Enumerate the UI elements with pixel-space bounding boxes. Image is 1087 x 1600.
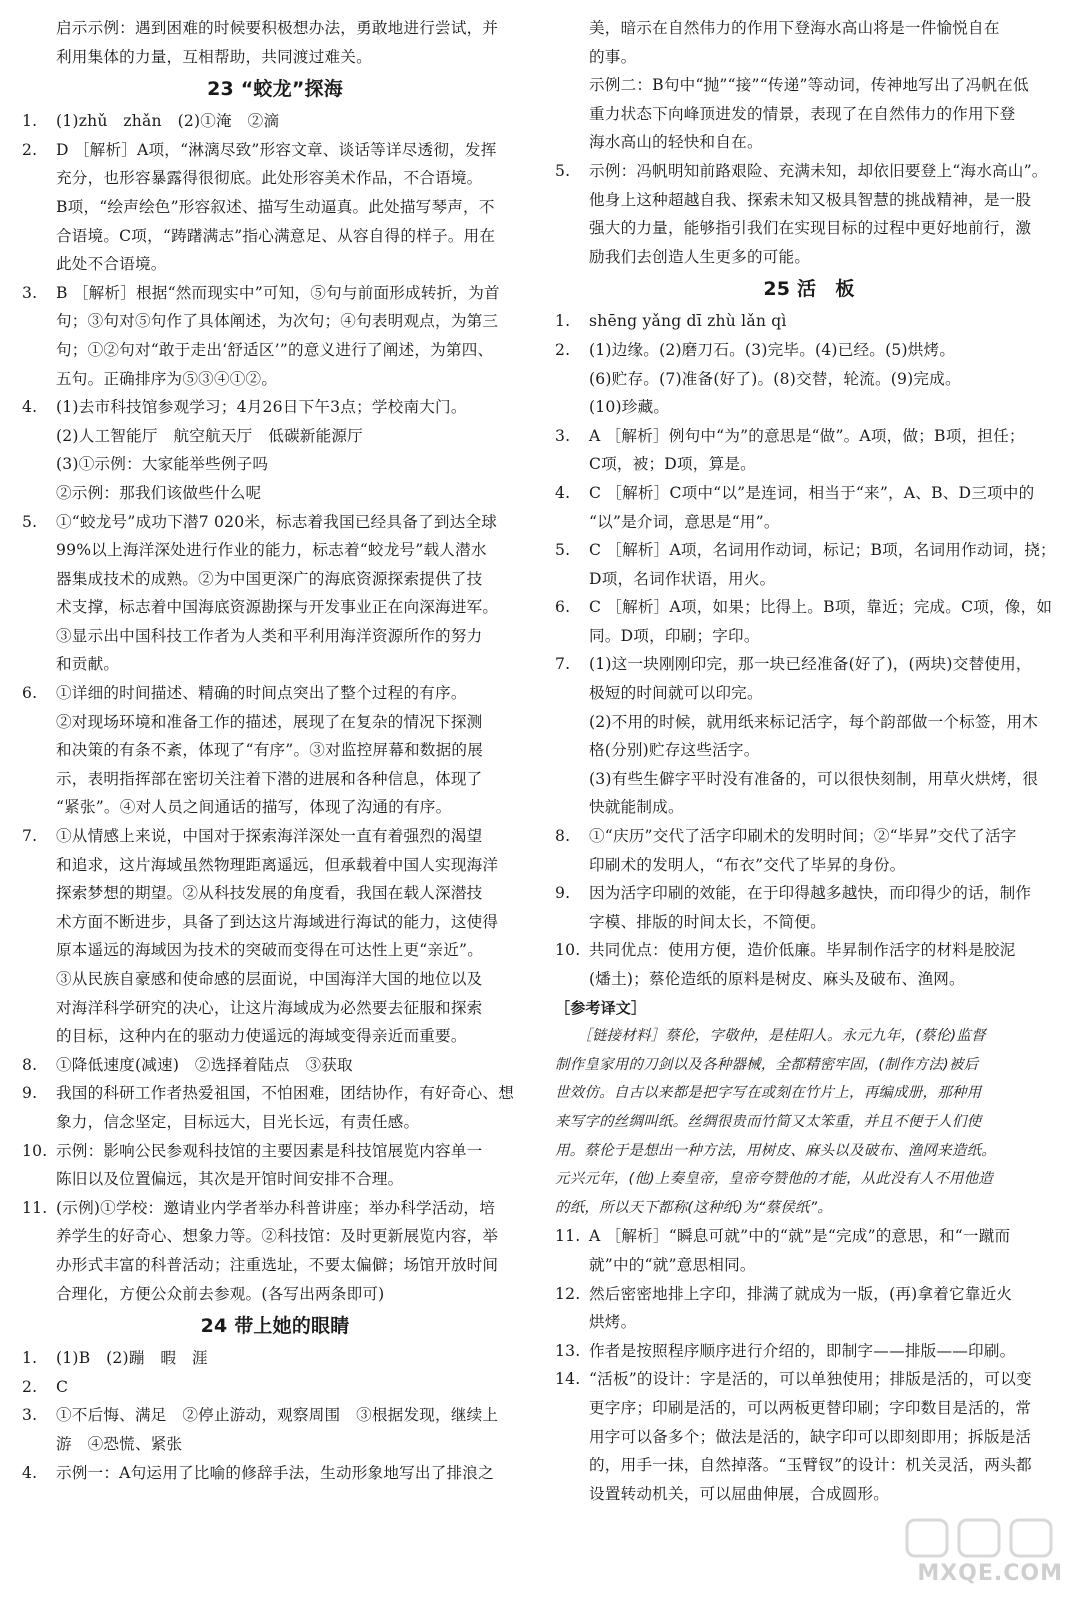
answer-text: B ［解析］根据“然而现实中”可知，⑤句与前面形成转折，为首 句；③句对⑤句作了具体阐述，为次句；④句表明观点，为第三 句；①②句对“敢于走出‘舒适区’”的意义进行了阐述，为第四、 五句。正确排序为⑤③④①②。: [56, 283, 500, 388]
answer-text: (1)zhǔ zhǎn (2)①淹 ②滴: [56, 112, 280, 131]
answer-number: 4.: [22, 1463, 38, 1482]
answer-text: (示例)①学校：邀请业内学者举办科普讲座；举办科学活动，培 养学生的好奇心、想象力等。②科技馆：及时更新展览内容，举 办形式丰富的科普活动；注重选址，不要太偏僻；场馆开放时间 合理化，方便公众前去参观。(各写出两条即可): [56, 1198, 499, 1303]
reference-translation-text: ［链接材料］蔡伦，字敬仲，是桂阳人。永元九年，(蔡伦)监督 制作皇家用的刀剑以及各种器械，全都精密牢固，(制作方法)被后 世效仿。自古以来都是把字写在或刻在竹片上，再编成册，那种用 来写字的丝绸叫纸。丝绸很贵而竹简又太笨重，并且不便于人们使 用。蔡伦于是想出一种方法，用树皮、麻头以及破布、渔网来造纸。 元兴元年，(他)上奏皇帝，皇帝夸赞他的才能，从此没有人不用他造 的纸，所以天下都称(这种纸)为“蔡侯纸”。: [555, 1028, 996, 1216]
right-column: [555, 14, 1063, 1508]
answer-number: 10.: [22, 1141, 48, 1160]
answer-item: [22, 136, 528, 279]
answer-text: (1)边缘。(2)磨刀石。(3)完毕。(4)已经。(5)烘烤。 (6)贮存。(7)准备(好了)。(8)交替，轮流。(9)完成。 (10)珍藏。: [589, 340, 961, 417]
answer-number: 8.: [22, 1055, 38, 1074]
answer-number: 3.: [555, 426, 571, 445]
answer-number: 6.: [22, 684, 38, 703]
answer-text: 我国的科研工作者热爱祖国，不怕困难，团结协作，有好奇心、想 象力，信念坚定，目标远大，目光长远，有责任感。: [56, 1084, 515, 1131]
answer-item: [555, 879, 1063, 936]
answer-text: 作者是按照程序顺序进行介绍的，即制字——排版——印刷。: [589, 1341, 1016, 1360]
answer-item: [22, 508, 528, 680]
answer-item: [22, 1079, 528, 1136]
answer-text: ①“蛟龙号”成功下潜7 020米，标志着我国已经具备了到达全球 99%以上海洋深处进行作业的能力，标志着“蛟龙号”载人潜水 器集成技术的成熟。②为中国更深广的海底资源探索提供了技 术支撑，标志着中国海底资源勘探与开发事业正在向深海进军。 ③显示出中国科技工作者为人类和平利用海洋资源所作的努力 和贡献。: [56, 512, 499, 674]
answer-number: 3.: [22, 1406, 38, 1425]
answer-number: 2.: [22, 140, 38, 159]
answer-text: ①不后悔、满足 ②停止游动，观察周围 ③根据发现，继续上 游 ④恐慌、紧张: [56, 1406, 499, 1453]
answer-number: 3.: [22, 283, 38, 302]
answer-number: 6.: [555, 598, 571, 617]
answer-item: [555, 1337, 1063, 1366]
answer-list-23: [22, 107, 528, 1308]
answer-item: [22, 393, 528, 507]
answer-item: [555, 1280, 1063, 1337]
answer-text: C ［解析］A项，名词用作动词，标记；B项，名词用作动词，挠； D项，名词作状语，用火。: [589, 541, 1056, 588]
answer-text: shēng yǎng dī zhù lǎn qì: [589, 312, 787, 331]
answer-item: [22, 107, 528, 136]
answer-number: 14.: [555, 1370, 581, 1389]
answer-number: 13.: [555, 1341, 581, 1360]
answer-item: [555, 936, 1063, 993]
answer-item: [555, 536, 1063, 593]
answer-text: ①从情感上来说，中国对于探索海洋深处一直有着强烈的渴望 和追求，这片海域虽然物理距离遥远，但承载着中国人实现海洋 探索梦想的期望。②从科技发展的角度看，我国在载人深潜技 术方面不断进步，具备了到达这片海域进行海试的能力，这使得 原本遥远的海域因为技术的突破而变得在可达性上更“亲近”。 ③从民族自豪感和使命感的层面说，中国海洋大国的地位以及 对海洋科学研究的决心，让这片海域成为必然要去征服和探索 的目标，这种内在的驱动力使遥远的海域变得亲近而重要。: [56, 827, 499, 1046]
answer-item: [22, 1459, 528, 1488]
answer-text: ①详细的时间描述、精确的时间点突出了整个过程的有序。 ②对现场环境和准备工作的描述，展现了在复杂的情况下探测 和决策的有条不紊，体现了“有序”。③对监控屏幕和数据的展 示，表明指挥部在密切关注着下潜的进展和各种信息，体现了 “紧张”。④对人员之间通话的描写，体现了沟通的有序。: [56, 684, 483, 817]
answer-number: 4.: [555, 483, 571, 502]
answer-text: (1)B (2)蹦 暇 涯: [56, 1349, 208, 1368]
answer-item: [555, 822, 1063, 879]
answer-item: [555, 336, 1063, 422]
answer-number: 5.: [555, 161, 571, 180]
answer-number: 7.: [22, 827, 38, 846]
answer-number: 11.: [555, 1227, 581, 1246]
answer-text: “活板”的设计：字是活的，可以单独使用；排版是活的，可以变 更字序；印刷是活的，可以两板更替印刷；字印数目是活的，常 用字可以备多个；做法是活的，缺字印可以即刻即用；拆版是活 的，用手一抹，自然掉落。“玉臂钗”的设计：机关灵活，两头都 设置转动机关，可以屈曲伸展，合成圆形。: [589, 1370, 1032, 1503]
answer-text: C ［解析］C项中“以”是连词，相当于“来”，A、B、D三项中的 “以”是介词，意思是“用”。: [589, 483, 1035, 531]
answer-list-25: [555, 307, 1063, 993]
watermark-icon: [903, 1516, 1063, 1562]
intro-text: 启示示例：遇到困难的时候要积极想办法，勇敢地进行尝试，并 利用集体的力量，互相帮助，共同渡过难关。: [56, 19, 499, 66]
answer-text: A ［解析］“瞬息可就”中的“就”是“完成”的意思，和“一蹴而 就”中的“就”意思相同。: [589, 1227, 1011, 1274]
answer-item: [22, 1194, 528, 1308]
answer-number: 9.: [555, 884, 571, 903]
answer-item: [555, 307, 1063, 336]
watermark-logo: [903, 1516, 1063, 1586]
answer-list-25-continued: [555, 1222, 1063, 1508]
answer-number: 11.: [22, 1198, 48, 1217]
section-title-23: 23 “蛟龙”探海: [207, 78, 343, 101]
answer-item: [555, 479, 1063, 536]
answer-number: 7.: [555, 655, 571, 674]
answer-item: [22, 1373, 528, 1402]
answer-number: 5.: [555, 541, 571, 560]
answer-item: [22, 822, 528, 1051]
answer-number: 9.: [22, 1084, 38, 1103]
continued-answer-4: 美，暗示在自然伟力的作用下登海水高山将是一件愉悦自在 的事。 示例二：B句中“抛”“接”“传递”等动词，传神地写出了冯帆在低 重力状态下向峰顶进发的情景，表现了在自然伟力的作用下登 海水高山的轻快和自在。: [589, 19, 1029, 152]
answer-item: [555, 593, 1063, 650]
answer-text: 然后密密地排上字印，排满了就成为一版，(再)拿着它靠近火 烘烤。: [589, 1284, 1013, 1332]
answer-item: [22, 1344, 528, 1373]
answer-text: (1)去市科技馆参观学习；4月26日下午3点；学校南大门。 (2)人工智能厅 航空航天厅 低碳新能源厅 (3)①示例：大家能举些例子吗 ②示例：那我们该做些什么呢: [56, 398, 467, 502]
answer-text: ①“庆历”交代了活字印刷术的发明时间；②“毕昇”交代了活字 印刷术的发明人，“布衣”交代了毕昇的身份。: [589, 827, 1017, 874]
answer-text: 共同优点：使用方便，造价低廉。毕昇制作活字的材料是胶泥 (燔土)；蔡伦造纸的原料是树皮、麻头及破布、渔网。: [589, 941, 1016, 988]
answer-number: 12.: [555, 1284, 581, 1303]
answer-text: 示例一：A句运用了比喻的修辞手法，生动形象地写出了排浪之: [56, 1463, 494, 1482]
answer-number: 4.: [22, 398, 38, 417]
reference-translation-heading: ［参考译文］: [555, 998, 647, 1017]
answer-list-24: [22, 1344, 528, 1487]
answer-text: D ［解析］A项，“淋漓尽致”形容文章、谈话等详尽透彻，发挥 充分，也形容暴露得很彻底。此处形容美术作品，不合语境。 B项，“绘声绘色”形容叙述、描写生动逼真。此处描写琴声，不 合语境。C项，“踌躇满志”指心满意足、从容自得的样子。用在 此处不合语境。: [56, 140, 497, 274]
answer-number: 1.: [22, 112, 38, 131]
answer-number: 2.: [22, 1377, 38, 1396]
left-column: [22, 14, 528, 1487]
section-title-25: 25 活 板: [763, 278, 855, 301]
answer-text: ①降低速度(减速) ②选择着陆点 ③获取: [56, 1055, 353, 1074]
section-title-24: 24 带上她的眼睛: [200, 1315, 350, 1338]
answer-item: [22, 1051, 528, 1080]
answer-text: 因为活字印刷的效能，在于印得越多越快，而印得少的话，制作 字模、排版的时间太长，不简便。: [589, 884, 1032, 931]
answer-number: 8.: [555, 827, 571, 846]
answer-number: 1.: [22, 1349, 38, 1368]
answer-number: 5.: [22, 512, 38, 531]
answer-text: C: [56, 1377, 69, 1396]
answer-item: [555, 1365, 1063, 1508]
answer-item: [22, 1137, 528, 1194]
answer-item: [555, 650, 1063, 822]
answer-text: C ［解析］A项，如果；比得上。B项，靠近；完成。C项，像，如 同。D项，印刷；字印。: [589, 598, 1053, 645]
answer-text: 示例：冯帆明知前路艰险、充满未知，却依旧要登上“海水高山”。 他身上这种超越自我、探索未知又极具智慧的挑战精神，是一股 强大的力量，能够指引我们在实现目标的过程中更好地前行，激 励我们去创造人生更多的可能。: [589, 161, 1048, 266]
answer-item: [555, 422, 1063, 479]
answer-item: [22, 1401, 528, 1458]
answer-number: 10.: [555, 941, 581, 960]
answer-number: 1.: [555, 312, 571, 331]
answer-item: [555, 1222, 1063, 1279]
answer-text: 示例：影响公民参观科技馆的主要因素是科技馆展览内容单一 陈旧以及位置偏远，其次是开馆时间安排不合理。: [56, 1141, 483, 1189]
answer-item: [22, 679, 528, 822]
answer-item: [555, 157, 1063, 271]
answer-text: A ［解析］例句中“为”的意思是“做”。A项，做；B项，担任； C项，被；D项，算是。: [589, 426, 1025, 474]
answer-item: [22, 279, 528, 393]
answer-number: 2.: [555, 340, 571, 359]
answer-text: (1)这一块刚刚印完，那一块已经准备(好了)，(两块)交替使用， 极短的时间就可以印完。 (2)不用的时候，就用纸来标记活字，每个韵部做一个标签，用木 格(分别)贮存这些活字。 (3)有些生僻字平时没有准备的，可以很快刻制，用草火烘烤，很 快就能制成。: [589, 655, 1039, 817]
watermark-text: MXQE.COM: [917, 1561, 1063, 1586]
